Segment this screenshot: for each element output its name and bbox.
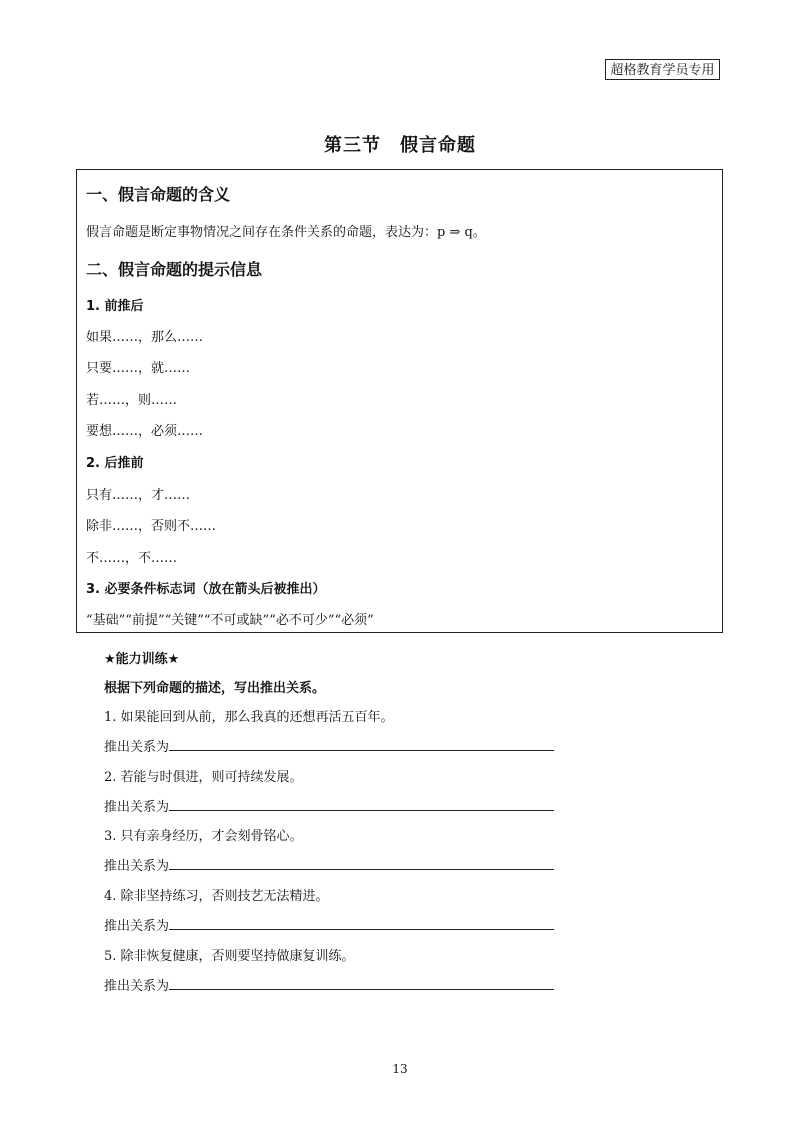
- answer-line: [104, 915, 554, 934]
- answer-prefix: 推出关系为: [104, 859, 170, 874]
- group-3-text: “基础”“前提”“关键”“不可或缺”“必不可少”“必须”: [86, 613, 374, 628]
- answer-prefix: 推出关系为: [104, 919, 170, 934]
- answer-blank[interactable]: [169, 738, 554, 751]
- group-1-label: 1. 前推后: [86, 299, 144, 314]
- exercise-question: 4. 除非坚持练习，否则技艺无法精进。: [104, 889, 329, 904]
- group-1-item: 若……，则……: [86, 393, 178, 408]
- answer-line: [104, 736, 554, 755]
- concept-box: [76, 169, 723, 633]
- group-1-item: 如果……，那么……: [86, 330, 204, 345]
- group-2-label: 2. 后推前: [86, 456, 144, 471]
- group-2-item: 只有……，才……: [86, 488, 191, 503]
- answer-prefix: 推出关系为: [104, 740, 170, 755]
- section-1-text: 假言命题是断定事物情况之间存在条件关系的命题，表达为：p ⇒ q。: [86, 225, 486, 240]
- exercise-question: 1. 如果能回到从前，那么我真的还想再活五百年。: [104, 710, 394, 725]
- answer-blank[interactable]: [169, 977, 554, 990]
- page-title: 第三节 假言命题: [324, 135, 476, 156]
- answer-prefix: 推出关系为: [104, 979, 170, 994]
- exercise-heading: ★能力训练★: [104, 652, 180, 667]
- answer-blank[interactable]: [169, 798, 554, 811]
- section-1-heading: 一、假言命题的含义: [86, 185, 231, 204]
- group-1-item: 只要……，就……: [86, 361, 191, 376]
- exercise-question: 2. 若能与时俱进，则可持续发展。: [104, 770, 303, 785]
- exercise-question: 3. 只有亲身经历，才会刻骨铭心。: [104, 829, 303, 844]
- group-1-item: 要想……，必须……: [86, 424, 204, 439]
- answer-line: [104, 855, 554, 874]
- answer-line: [104, 975, 554, 994]
- answer-blank[interactable]: [169, 917, 554, 930]
- section-2-heading: 二、假言命题的提示信息: [86, 260, 263, 279]
- exercise-question: 5. 除非恢复健康，否则要坚持做康复训练。: [104, 949, 355, 964]
- page-number: 13: [392, 1062, 408, 1076]
- answer-prefix: 推出关系为: [104, 800, 170, 815]
- answer-line: [104, 796, 554, 815]
- header-stamp: 超格教育学员专用: [605, 59, 720, 80]
- group-2-item: 不……，不……: [86, 551, 178, 566]
- answer-blank[interactable]: [169, 857, 554, 870]
- group-2-item: 除非……，否则不……: [86, 519, 217, 534]
- group-3-label: 3. 必要条件标志词（放在箭头后被推出）: [86, 582, 326, 597]
- exercise-instruction: 根据下列命题的描述，写出推出关系。: [104, 681, 326, 696]
